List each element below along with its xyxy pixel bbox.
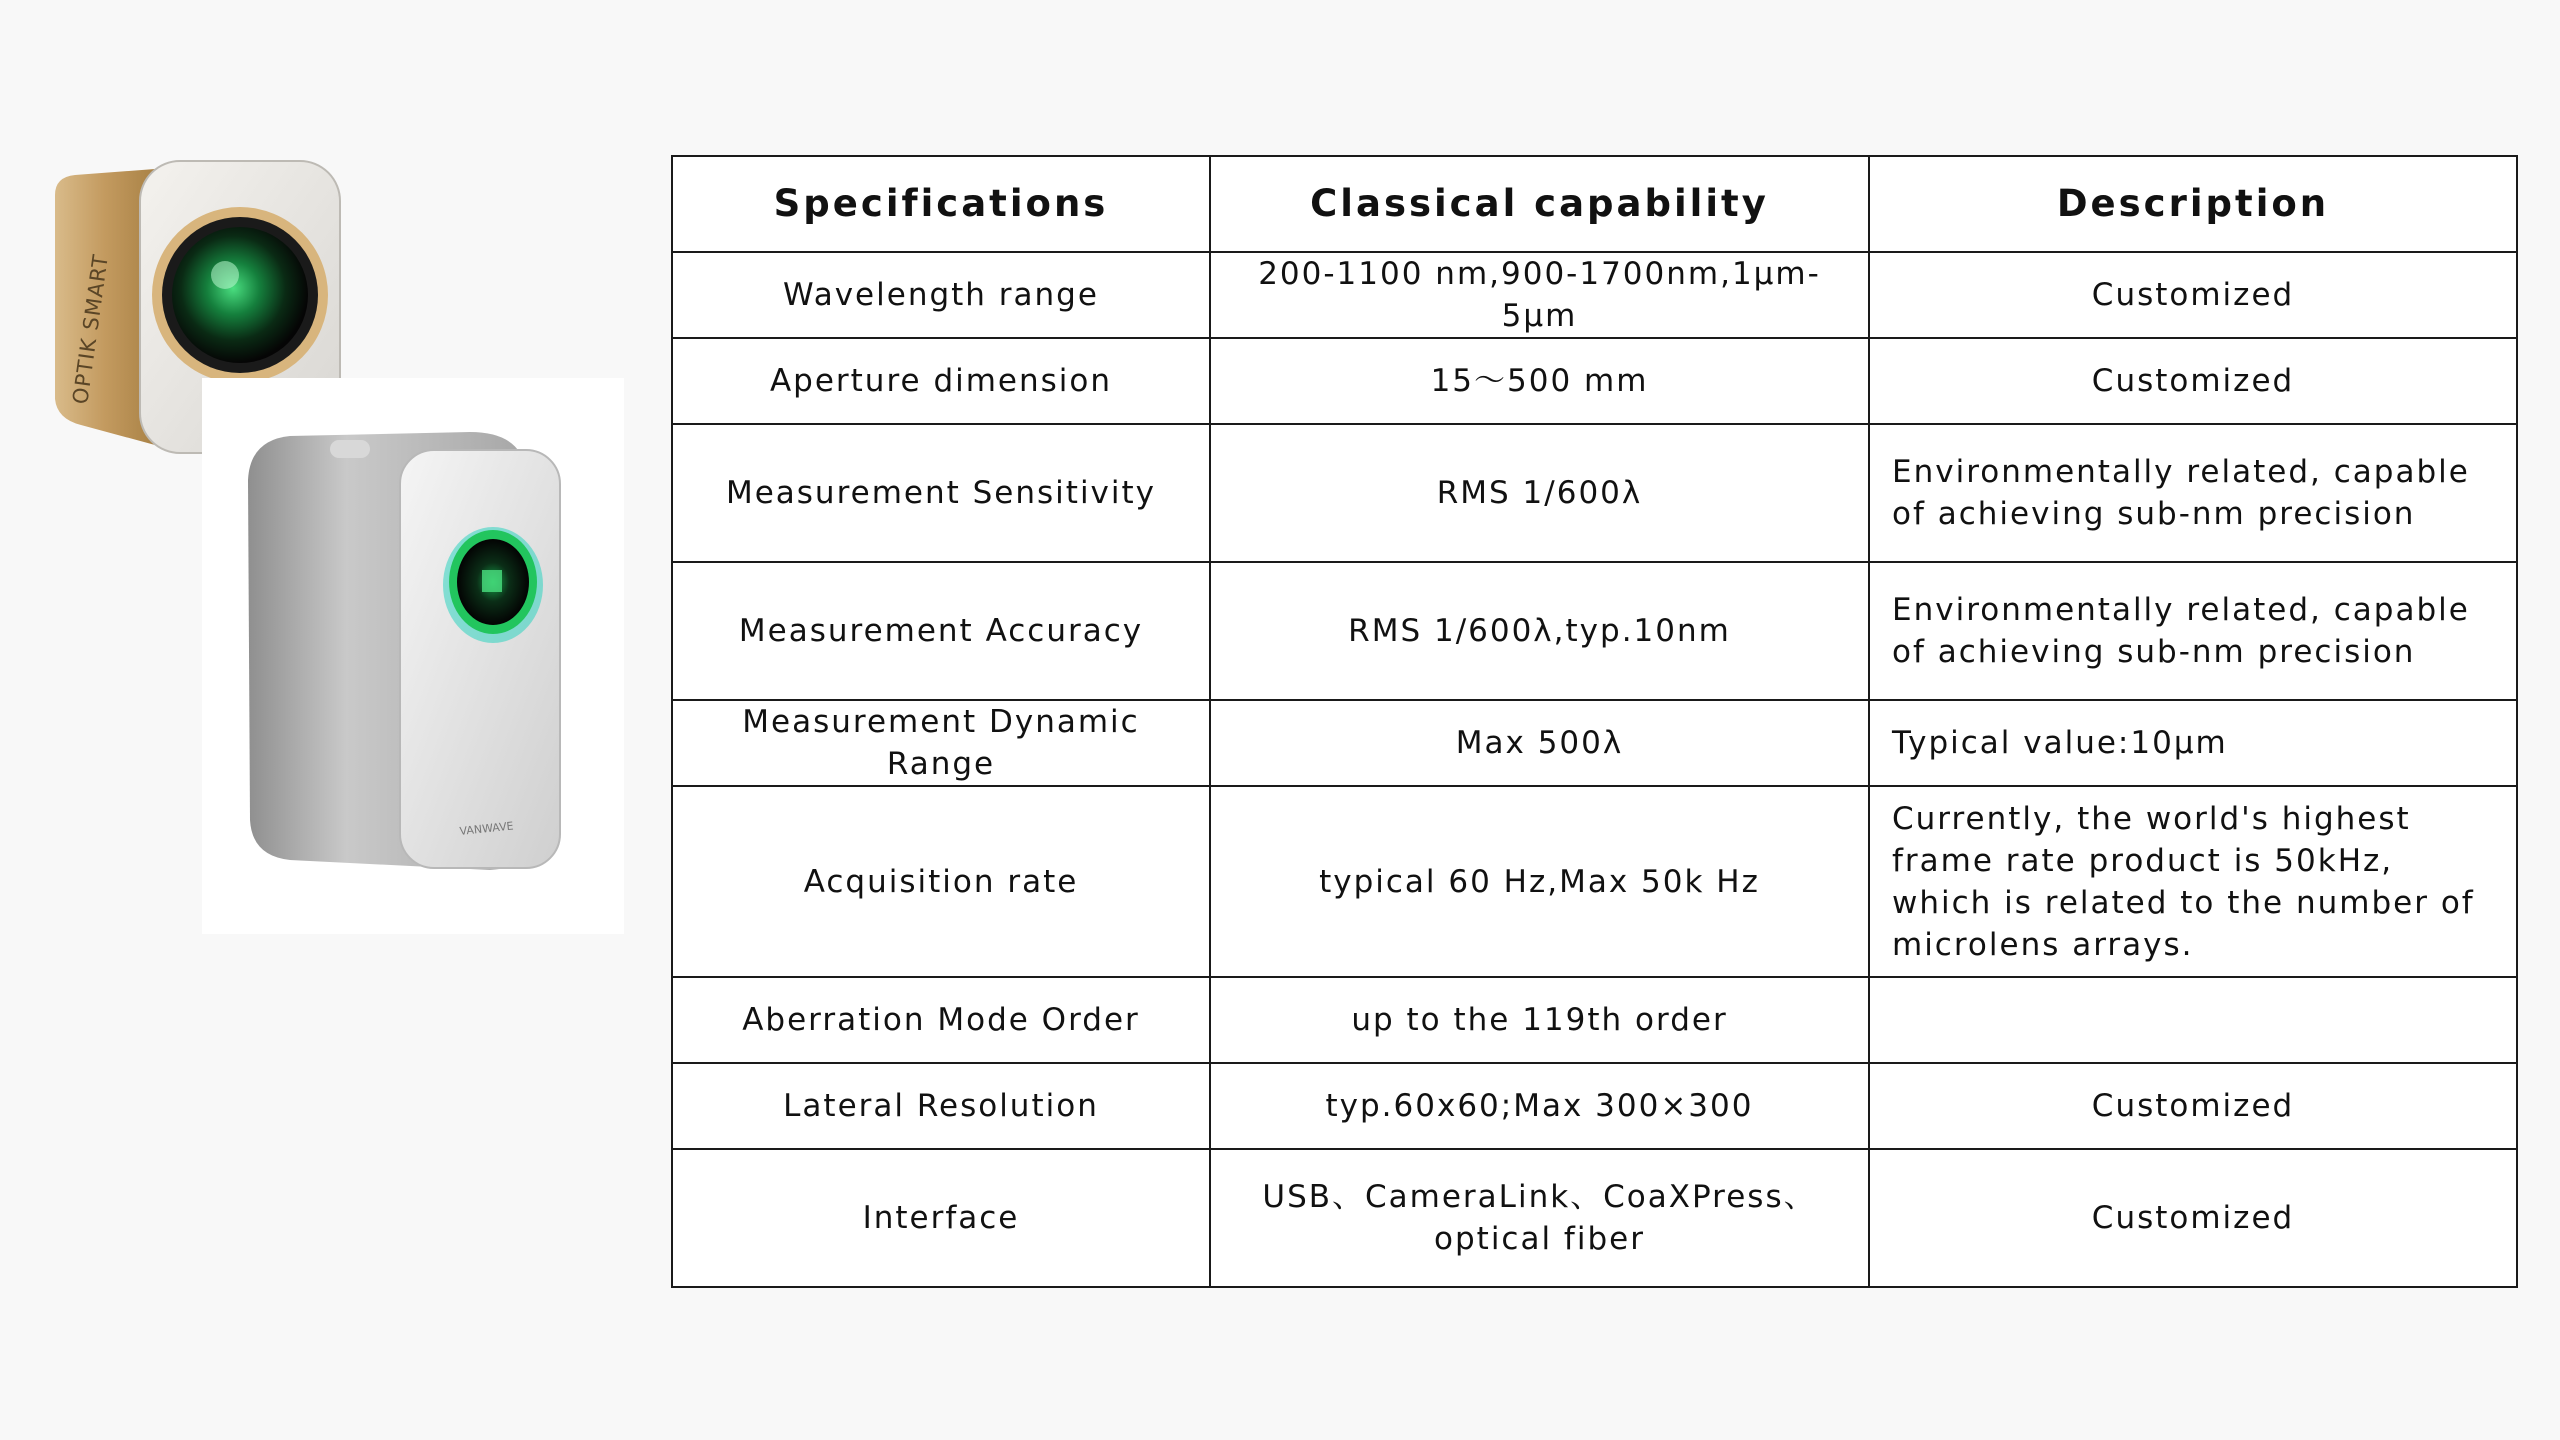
table-row <box>672 1149 2517 1287</box>
description-cell: Currently, the world's highest frame rate product is 50kHz, which is related to the number of microlens arrays. <box>1869 786 2517 977</box>
capability-cell: RMS 1/600λ,typ.10nm <box>1210 562 1869 700</box>
spec-cell: Lateral Resolution <box>672 1063 1210 1149</box>
capability-cell: Max 500λ <box>1210 700 1869 786</box>
spec-cell: Aberration Mode Order <box>672 977 1210 1063</box>
capability-cell: 200-1100 nm,900-1700nm,1μm-5μm <box>1210 252 1869 338</box>
table-row <box>672 700 2517 786</box>
header-classical-capability: Classical capability <box>1210 156 1869 252</box>
spec-cell: Measurement Dynamic Range <box>672 700 1210 786</box>
capability-cell: typ.60x60;Max 300×300 <box>1210 1063 1869 1149</box>
header-specifications: Specifications <box>672 156 1210 252</box>
table-row <box>672 562 2517 700</box>
header-description: Description <box>1869 156 2517 252</box>
description-cell: Customized <box>1869 338 2517 424</box>
capability-cell: up to the 119th order <box>1210 977 1869 1063</box>
spec-cell: Wavelength range <box>672 252 1210 338</box>
description-cell: Typical value:10μm <box>1869 700 2517 786</box>
description-cell: Customized <box>1869 1149 2517 1287</box>
table-row <box>672 338 2517 424</box>
brand-logo-text: OPTIK SMART <box>68 252 114 406</box>
svg-text:VANWAVE: VANWAVE <box>458 819 515 838</box>
silver-device-image <box>230 420 570 880</box>
specifications-table <box>671 155 2518 1288</box>
capability-cell: typical 60 Hz,Max 50k Hz <box>1210 786 1869 977</box>
table-row <box>672 252 2517 338</box>
table-row <box>672 786 2517 977</box>
spec-cell: Interface <box>672 1149 1210 1287</box>
spec-cell: Measurement Sensitivity <box>672 424 1210 562</box>
table-row <box>672 424 2517 562</box>
spec-cell: Acquisition rate <box>672 786 1210 977</box>
capability-cell: USB、CameraLink、CoaXPress、optical fiber <box>1210 1149 1869 1287</box>
description-cell: Environmentally related, capable of achieving sub-nm precision <box>1869 562 2517 700</box>
table-header-row <box>672 156 2517 252</box>
description-cell: Customized <box>1869 1063 2517 1149</box>
spec-cell: Measurement Accuracy <box>672 562 1210 700</box>
table-row <box>672 977 2517 1063</box>
table-row <box>672 1063 2517 1149</box>
spec-cell: Aperture dimension <box>672 338 1210 424</box>
description-cell: Environmentally related, capable of achieving sub-nm precision <box>1869 424 2517 562</box>
capability-cell: RMS 1/600λ <box>1210 424 1869 562</box>
description-cell: Customized <box>1869 252 2517 338</box>
capability-cell: 15～500 mm <box>1210 338 1869 424</box>
description-cell <box>1869 977 2517 1063</box>
